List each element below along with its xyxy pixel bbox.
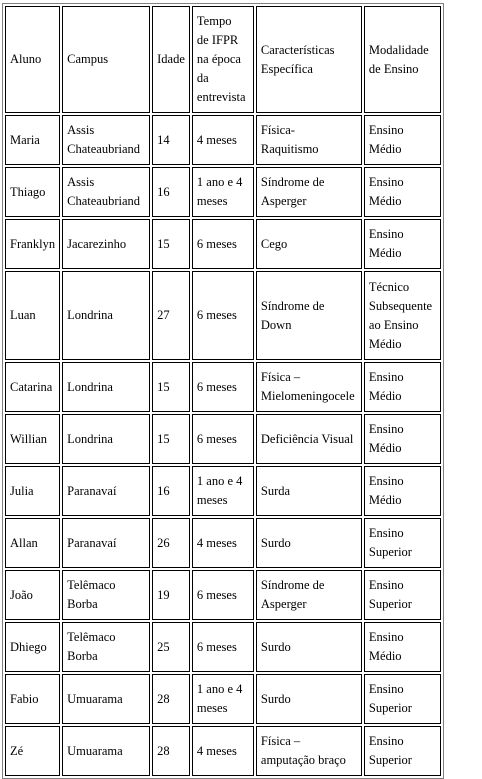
- cell-idade: 15: [152, 362, 190, 412]
- cell-campus: Umuarama: [62, 726, 150, 776]
- cell-tempo: 6 meses: [192, 570, 254, 620]
- cell-tempo: 6 meses: [192, 622, 254, 672]
- cell-modalidade: Ensino Superior: [364, 518, 441, 568]
- cell-tempo: 1 ano e 4 meses: [192, 167, 254, 217]
- cell-caracteristicas: Física- Raquitismo: [256, 115, 362, 165]
- cell-campus: Assis Chateaubriand: [62, 167, 150, 217]
- cell-caracteristicas: Síndrome de Asperger: [256, 570, 362, 620]
- cell-modalidade: Ensino Médio: [364, 466, 441, 516]
- cell-caracteristicas: Surdo: [256, 622, 362, 672]
- cell-aluno: Zé: [5, 726, 60, 776]
- cell-tempo: 6 meses: [192, 271, 254, 360]
- cell-modalidade: Ensino Superior: [364, 674, 441, 724]
- cell-idade: 26: [152, 518, 190, 568]
- cell-aluno: Willian: [5, 414, 60, 464]
- cell-campus: Paranavaí: [62, 466, 150, 516]
- table-row: [5, 466, 441, 516]
- cell-campus: Umuarama: [62, 674, 150, 724]
- cell-modalidade: Ensino Médio: [364, 115, 441, 165]
- table-row: [5, 726, 441, 776]
- cell-caracteristicas: Síndrome de Down: [256, 271, 362, 360]
- cell-tempo: 1 ano e 4 meses: [192, 674, 254, 724]
- cell-tempo: 4 meses: [192, 726, 254, 776]
- cell-modalidade: Ensino Médio: [364, 362, 441, 412]
- cell-tempo: 4 meses: [192, 518, 254, 568]
- cell-tempo: 6 meses: [192, 414, 254, 464]
- table-row: [5, 674, 441, 724]
- cell-aluno: Fabio: [5, 674, 60, 724]
- cell-tempo: 6 meses: [192, 219, 254, 269]
- table-header-row: [5, 6, 441, 113]
- cell-modalidade: Ensino Superior: [364, 726, 441, 776]
- cell-modalidade: Ensino Médio: [364, 622, 441, 672]
- table-row: [5, 115, 441, 165]
- cell-tempo: 1 ano e 4 meses: [192, 466, 254, 516]
- cell-tempo: 4 meses: [192, 115, 254, 165]
- cell-campus: Telêmaco Borba: [62, 570, 150, 620]
- table-row: [5, 271, 441, 360]
- cell-campus: Londrina: [62, 414, 150, 464]
- cell-idade: 16: [152, 466, 190, 516]
- cell-idade: 15: [152, 219, 190, 269]
- cell-idade: 19: [152, 570, 190, 620]
- table-row: [5, 570, 441, 620]
- cell-campus: Londrina: [62, 362, 150, 412]
- header-modalidade: Modalidade de Ensino: [364, 6, 441, 113]
- cell-tempo: 6 meses: [192, 362, 254, 412]
- cell-modalidade: Ensino Superior: [364, 570, 441, 620]
- header-idade: Idade: [152, 6, 190, 113]
- cell-caracteristicas: Deficiência Visual: [256, 414, 362, 464]
- cell-aluno: Franklyn: [5, 219, 60, 269]
- cell-idade: 25: [152, 622, 190, 672]
- cell-aluno: Maria: [5, 115, 60, 165]
- header-campus: Campus: [62, 6, 150, 113]
- table-row: [5, 518, 441, 568]
- header-tempo: Tempo de IFPR na época da entrevista: [192, 6, 254, 113]
- table-row: [5, 362, 441, 412]
- header-caracteristicas: Características Específica: [256, 6, 362, 113]
- cell-modalidade: Técnico Subsequente ao Ensino Médio: [364, 271, 441, 360]
- cell-aluno: Allan: [5, 518, 60, 568]
- header-aluno: Aluno: [5, 6, 60, 113]
- cell-modalidade: Ensino Médio: [364, 219, 441, 269]
- cell-aluno: Catarina: [5, 362, 60, 412]
- cell-campus: Telêmaco Borba: [62, 622, 150, 672]
- cell-caracteristicas: Física – amputação braço: [256, 726, 362, 776]
- cell-caracteristicas: Cego: [256, 219, 362, 269]
- cell-idade: 28: [152, 674, 190, 724]
- cell-aluno: João: [5, 570, 60, 620]
- table-row: [5, 414, 441, 464]
- cell-aluno: Julia: [5, 466, 60, 516]
- cell-aluno: Dhiego: [5, 622, 60, 672]
- students-table: [2, 3, 444, 779]
- cell-caracteristicas: Surdo: [256, 518, 362, 568]
- cell-aluno: Luan: [5, 271, 60, 360]
- cell-idade: 28: [152, 726, 190, 776]
- cell-caracteristicas: Física – Mielomeningocele: [256, 362, 362, 412]
- cell-idade: 16: [152, 167, 190, 217]
- cell-idade: 15: [152, 414, 190, 464]
- cell-campus: Jacarezinho: [62, 219, 150, 269]
- cell-aluno: Thiago: [5, 167, 60, 217]
- table-row: [5, 167, 441, 217]
- cell-modalidade: Ensino Médio: [364, 167, 441, 217]
- cell-campus: Paranavaí: [62, 518, 150, 568]
- cell-campus: Londrina: [62, 271, 150, 360]
- cell-campus: Assis Chateaubriand: [62, 115, 150, 165]
- cell-caracteristicas: Surda: [256, 466, 362, 516]
- table-row: [5, 622, 441, 672]
- cell-idade: 27: [152, 271, 190, 360]
- cell-caracteristicas: Síndrome de Asperger: [256, 167, 362, 217]
- cell-modalidade: Ensino Médio: [364, 414, 441, 464]
- cell-caracteristicas: Surdo: [256, 674, 362, 724]
- cell-idade: 14: [152, 115, 190, 165]
- table-row: [5, 219, 441, 269]
